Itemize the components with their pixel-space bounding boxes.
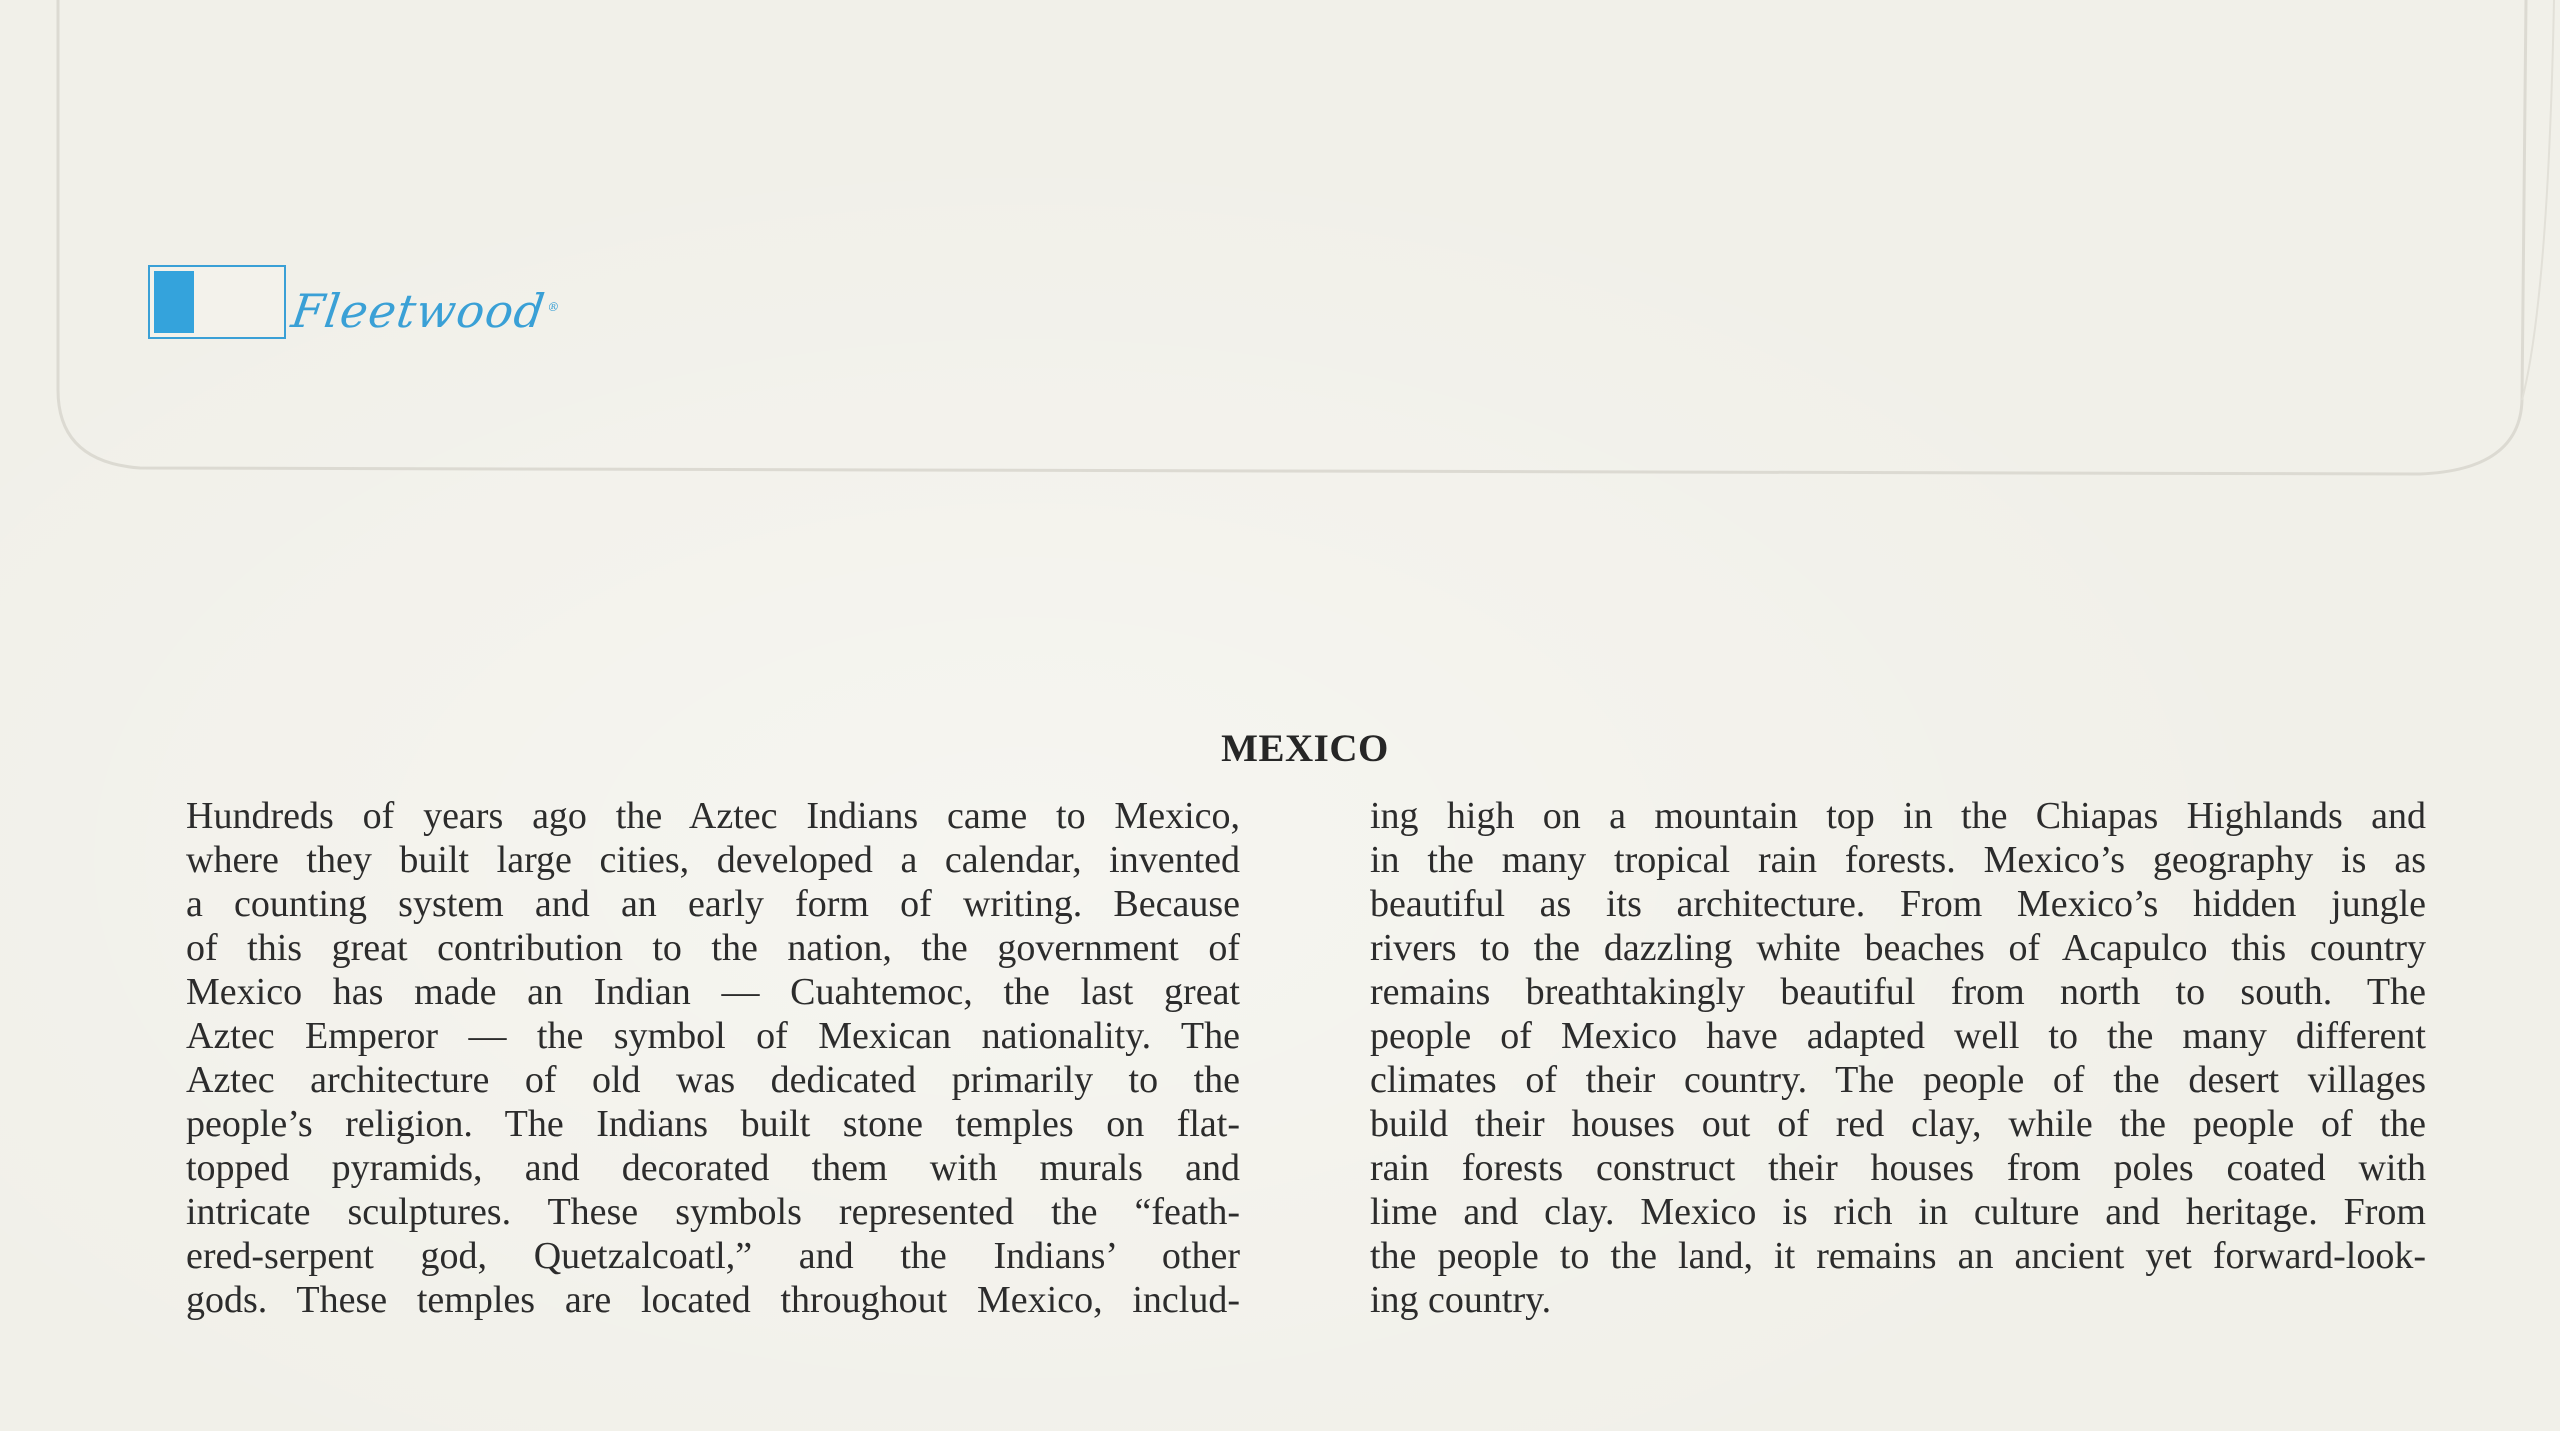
right-line: ing country. [1370, 1279, 1552, 1321]
left-line: ered-serpent god, Quetzalcoatl,” and the Indians’ other [186, 1235, 1240, 1277]
logo-box-icon [148, 265, 286, 339]
logo-wordmark [288, 284, 563, 338]
right-line: climates of their country. The people of the desert villages [1370, 1059, 2426, 1101]
left-line: a counting system and an early form of writing. Because [186, 883, 1240, 925]
left-line: where they built large cities, developed a calendar, invented [186, 839, 1240, 881]
right-line: rain forests construct their houses from poles coated with [1370, 1147, 2426, 1189]
left-line: Hundreds of years ago the Aztec Indians came to Mexico, [186, 795, 1240, 837]
right-line: rivers to the dazzling white beaches of Acapulco this country [1370, 927, 2426, 969]
logo-brand-text: Fleetwood [288, 284, 549, 338]
left-line: Mexico has made an Indian — Cuahtemoc, the last great [186, 971, 1240, 1013]
article-title: MEXICO [1221, 727, 1389, 770]
right-line: the people to the land, it remains an ancient yet forward-look- [1370, 1235, 2426, 1277]
left-line: of this great contribution to the nation, the government of [186, 927, 1240, 969]
left-column [186, 794, 1240, 1322]
right-line: people of Mexico have adapted well to the many different [1370, 1015, 2426, 1057]
left-line: Aztec architecture of old was dedicated primarily to the [186, 1059, 1240, 1101]
left-line: intricate sculptures. These symbols represented the “feath- [186, 1191, 1240, 1233]
right-line: beautiful as its architecture. From Mexico’s hidden jungle [1370, 883, 2426, 925]
right-line: build their houses out of red clay, while the people of the [1370, 1103, 2426, 1145]
right-line: remains breathtakingly beautiful from north to south. The [1370, 971, 2426, 1013]
left-line: people’s religion. The Indians built stone temples on flat- [186, 1103, 1240, 1145]
registered-mark: ® [546, 299, 562, 314]
right-column [1370, 794, 2426, 1322]
logo-fill-block [154, 271, 194, 333]
right-line: ing high on a mountain top in the Chiapas Highlands and [1370, 795, 2426, 837]
left-line: topped pyramids, and decorated them with murals and [186, 1147, 1240, 1189]
right-line: in the many tropical rain forests. Mexico’s geography is as [1370, 839, 2426, 881]
left-line: gods. These temples are located throughout Mexico, includ- [186, 1279, 1240, 1321]
left-line: Aztec Emperor — the symbol of Mexican nationality. The [186, 1015, 1240, 1057]
right-line: lime and clay. Mexico is rich in culture and heritage. From [1370, 1191, 2426, 1233]
fleetwood-logo [148, 265, 560, 339]
